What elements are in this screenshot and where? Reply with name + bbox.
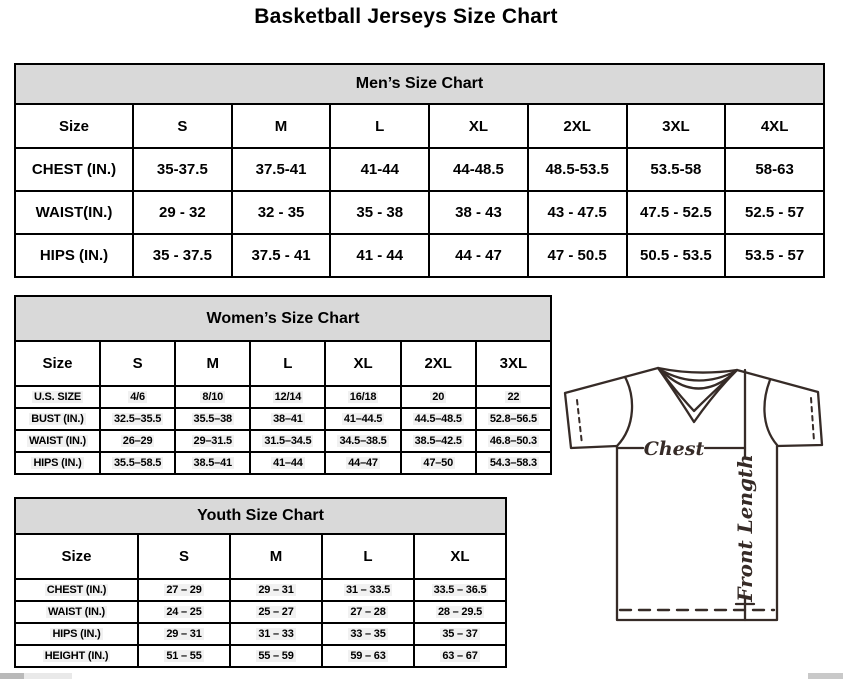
mens-cell-value: 48.5-53.5 xyxy=(528,148,627,191)
womens-row-label: U.S. SIZE xyxy=(15,386,100,408)
womens-cell-value: 29–31.5 xyxy=(175,430,250,452)
mens-data-row xyxy=(15,191,824,234)
womens-column-header: Size xyxy=(15,341,100,386)
youth-data-row xyxy=(15,601,506,623)
youth-cell-value: 51 – 55 xyxy=(138,645,230,667)
womens-cell-value: 38.5–42.5 xyxy=(401,430,476,452)
youth-row-label: WAIST (IN.) xyxy=(15,601,138,623)
mens-cell-value: 32 - 35 xyxy=(232,191,331,234)
youth-size-chart-table xyxy=(14,497,507,668)
jersey-measurement-diagram xyxy=(555,360,843,670)
mens-cell-value: 41-44 xyxy=(330,148,429,191)
mens-cell-value: 53.5 - 57 xyxy=(725,234,824,277)
womens-cell-value: 44.5–48.5 xyxy=(401,408,476,430)
youth-data-row xyxy=(15,623,506,645)
youth-cell-value: 24 – 25 xyxy=(138,601,230,623)
horizontal-scrollbar-fragment-right[interactable] xyxy=(808,673,843,679)
mens-cell-value: 41 - 44 xyxy=(330,234,429,277)
mens-cell-value: 58-63 xyxy=(725,148,824,191)
womens-cell-value: 12/14 xyxy=(250,386,325,408)
mens-row-label: CHEST (IN.) xyxy=(15,148,133,191)
mens-cell-value: 52.5 - 57 xyxy=(725,191,824,234)
womens-column-header: 3XL xyxy=(476,341,551,386)
womens-column-header: XL xyxy=(325,341,400,386)
womens-cell-value: 38–41 xyxy=(250,408,325,430)
mens-cell-value: 37.5-41 xyxy=(232,148,331,191)
chest-label: Chest xyxy=(643,438,705,460)
womens-cell-value: 34.5–38.5 xyxy=(325,430,400,452)
womens-cell-value: 41–44 xyxy=(250,452,325,474)
womens-cell-value: 31.5–34.5 xyxy=(250,430,325,452)
youth-data-row xyxy=(15,645,506,667)
mens-table-title: Men’s Size Chart xyxy=(15,64,824,104)
mens-column-header: S xyxy=(133,104,232,148)
youth-cell-value: 29 – 31 xyxy=(230,579,322,601)
womens-cell-value: 38.5–41 xyxy=(175,452,250,474)
womens-cell-value: 26–29 xyxy=(100,430,175,452)
womens-data-row xyxy=(15,452,551,474)
womens-column-header: L xyxy=(250,341,325,386)
mens-column-header: 4XL xyxy=(725,104,824,148)
right-sleeve-stitch-line xyxy=(811,398,814,441)
front-length-label: Front Length xyxy=(733,454,757,602)
youth-cell-value: 28 – 29.5 xyxy=(414,601,506,623)
youth-table-title: Youth Size Chart xyxy=(15,498,506,534)
womens-row-label: HIPS (IN.) xyxy=(15,452,100,474)
womens-cell-value: 4/6 xyxy=(100,386,175,408)
womens-cell-value: 46.8–50.3 xyxy=(476,430,551,452)
womens-column-header: S xyxy=(100,341,175,386)
womens-data-row xyxy=(15,386,551,408)
page-title: Basketball Jerseys Size Chart xyxy=(254,5,558,28)
mens-cell-value: 29 - 32 xyxy=(133,191,232,234)
womens-cell-value: 41–44.5 xyxy=(325,408,400,430)
mens-row-label: WAIST(IN.) xyxy=(15,191,133,234)
womens-cell-value: 20 xyxy=(401,386,476,408)
youth-cell-value: 31 – 33 xyxy=(230,623,322,645)
mens-cell-value: 38 - 43 xyxy=(429,191,528,234)
mens-cell-value: 50.5 - 53.5 xyxy=(627,234,726,277)
womens-cell-value: 16/18 xyxy=(325,386,400,408)
youth-cell-value: 29 – 31 xyxy=(138,623,230,645)
mens-cell-value: 35 - 37.5 xyxy=(133,234,232,277)
mens-column-header: Size xyxy=(15,104,133,148)
right-armhole-seam xyxy=(764,380,777,445)
mens-row-label: HIPS (IN.) xyxy=(15,234,133,277)
youth-data-row xyxy=(15,579,506,601)
mens-cell-value: 35-37.5 xyxy=(133,148,232,191)
mens-cell-value: 43 - 47.5 xyxy=(528,191,627,234)
mens-cell-value: 53.5-58 xyxy=(627,148,726,191)
mens-cell-value: 44 - 47 xyxy=(429,234,528,277)
youth-cell-value: 33 – 35 xyxy=(322,623,414,645)
womens-cell-value: 47–50 xyxy=(401,452,476,474)
mens-cell-value: 35 - 38 xyxy=(330,191,429,234)
womens-size-chart-table xyxy=(14,295,552,475)
womens-table-title: Women’s Size Chart xyxy=(15,296,551,341)
mens-data-row xyxy=(15,148,824,191)
jersey-outline xyxy=(565,368,822,620)
youth-column-header: XL xyxy=(414,534,506,579)
youth-cell-value: 33.5 – 36.5 xyxy=(414,579,506,601)
horizontal-scrollbar-thumb[interactable] xyxy=(0,673,24,679)
youth-column-header: L xyxy=(322,534,414,579)
mens-column-header: M xyxy=(232,104,331,148)
womens-row-label: WAIST (IN.) xyxy=(15,430,100,452)
womens-data-row xyxy=(15,430,551,452)
womens-column-header: 2XL xyxy=(401,341,476,386)
mens-column-header: 2XL xyxy=(528,104,627,148)
womens-data-row xyxy=(15,408,551,430)
youth-column-header: Size xyxy=(15,534,138,579)
youth-column-header: M xyxy=(230,534,322,579)
womens-table xyxy=(14,295,552,475)
youth-cell-value: 59 – 63 xyxy=(322,645,414,667)
mens-column-header: L xyxy=(330,104,429,148)
mens-cell-value: 44-48.5 xyxy=(429,148,528,191)
youth-row-label: CHEST (IN.) xyxy=(15,579,138,601)
youth-cell-value: 35 – 37 xyxy=(414,623,506,645)
youth-header-row xyxy=(15,534,506,579)
womens-column-header: M xyxy=(175,341,250,386)
womens-cell-value: 35.5–58.5 xyxy=(100,452,175,474)
youth-cell-value: 27 – 29 xyxy=(138,579,230,601)
youth-cell-value: 55 – 59 xyxy=(230,645,322,667)
horizontal-scrollbar-track[interactable] xyxy=(0,673,72,679)
youth-cell-value: 25 – 27 xyxy=(230,601,322,623)
womens-cell-value: 22 xyxy=(476,386,551,408)
youth-row-label: HEIGHT (IN.) xyxy=(15,645,138,667)
womens-cell-value: 32.5–35.5 xyxy=(100,408,175,430)
youth-cell-value: 27 – 28 xyxy=(322,601,414,623)
youth-column-header: S xyxy=(138,534,230,579)
mens-column-header: 3XL xyxy=(627,104,726,148)
youth-cell-value: 31 – 33.5 xyxy=(322,579,414,601)
mens-size-chart-table xyxy=(14,63,825,278)
womens-cell-value: 44–47 xyxy=(325,452,400,474)
mens-cell-value: 37.5 - 41 xyxy=(232,234,331,277)
mens-column-header: XL xyxy=(429,104,528,148)
youth-cell-value: 63 – 67 xyxy=(414,645,506,667)
womens-cell-value: 54.3–58.3 xyxy=(476,452,551,474)
mens-table xyxy=(14,63,825,278)
womens-header-row xyxy=(15,341,551,386)
youth-table xyxy=(14,497,507,668)
womens-cell-value: 35.5–38 xyxy=(175,408,250,430)
mens-data-row xyxy=(15,234,824,277)
youth-row-label: HIPS (IN.) xyxy=(15,623,138,645)
mens-cell-value: 47 - 50.5 xyxy=(528,234,627,277)
womens-cell-value: 8/10 xyxy=(175,386,250,408)
mens-header-row xyxy=(15,104,824,148)
mens-cell-value: 47.5 - 52.5 xyxy=(627,191,726,234)
left-armhole-seam xyxy=(617,377,632,446)
left-sleeve-stitch-line xyxy=(577,400,582,444)
womens-row-label: BUST (IN.) xyxy=(15,408,100,430)
womens-cell-value: 52.8–56.5 xyxy=(476,408,551,430)
